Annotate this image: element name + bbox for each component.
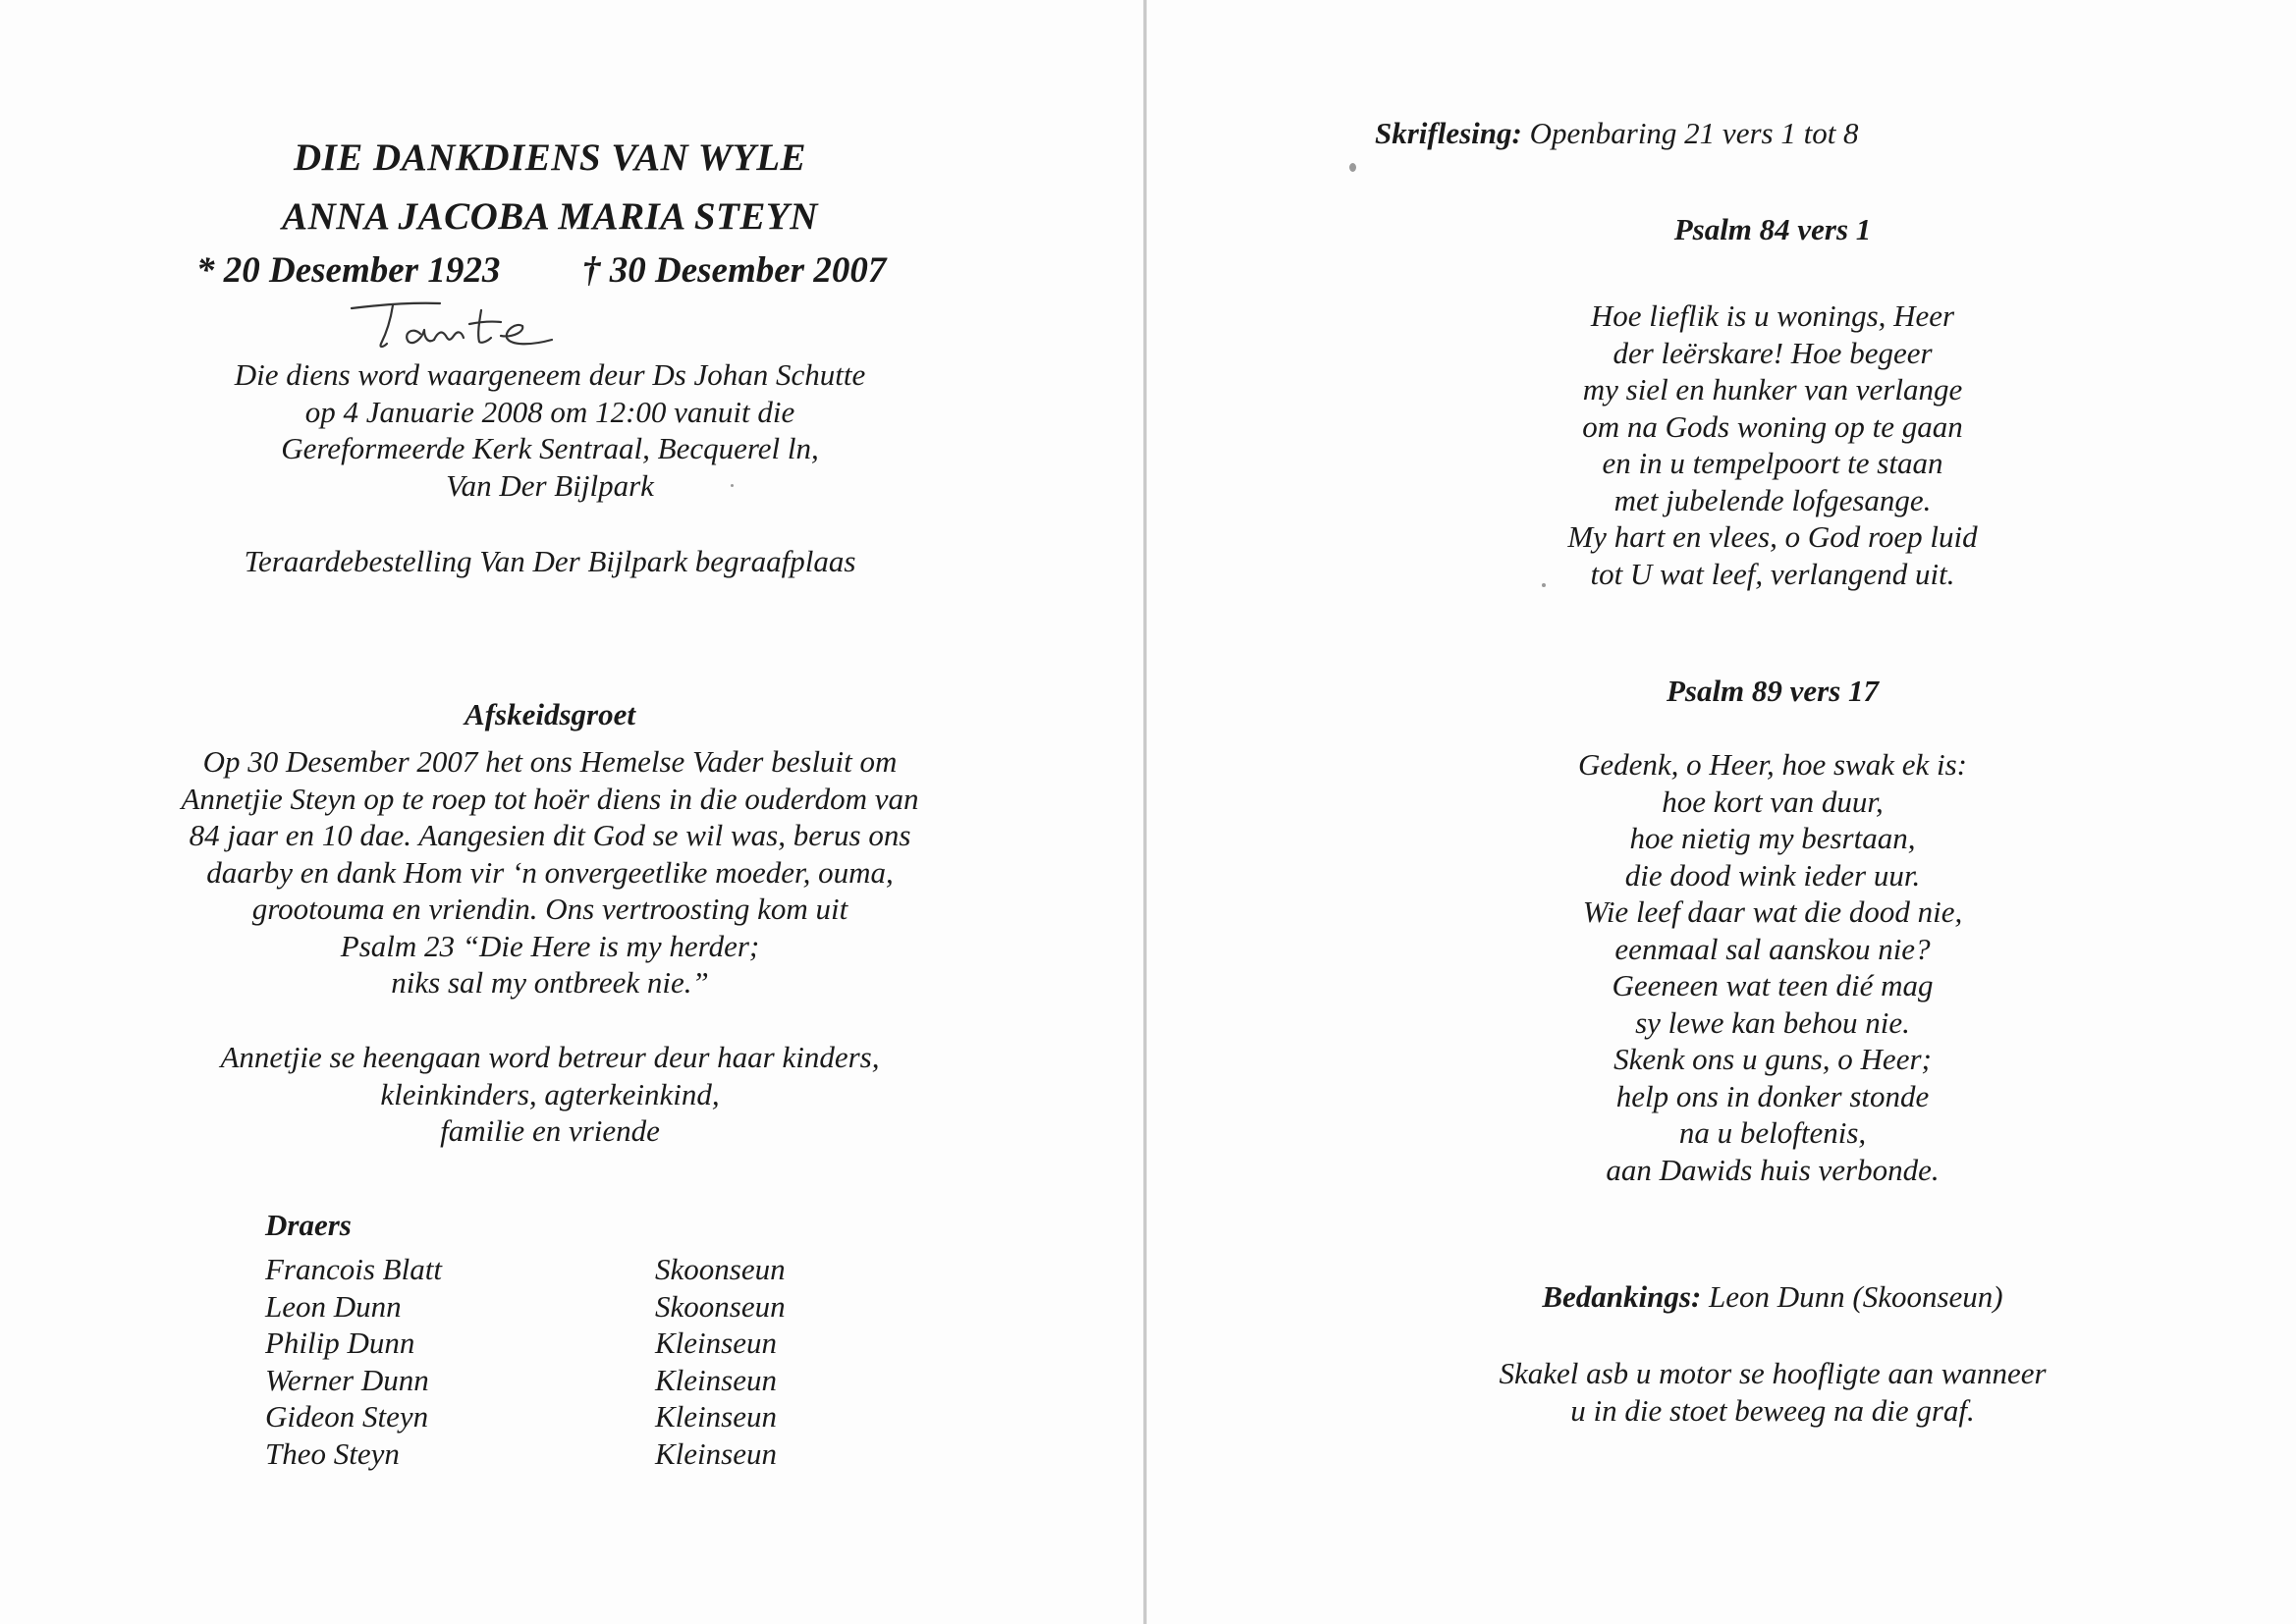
- scripture-label: Skriflesing:: [1375, 116, 1522, 150]
- bearer-name: Francois Blatt: [265, 1252, 442, 1286]
- psalm-89-heading: Psalm 89 vers 17: [1666, 674, 1880, 708]
- title-line-1: DIE DANKDIENS VAN WYLE: [293, 136, 807, 179]
- bearer-row: [265, 1363, 854, 1400]
- bearer-name: Leon Dunn: [265, 1288, 402, 1324]
- mourners-line: familie en vriende: [440, 1113, 660, 1148]
- bearers-list: [265, 1252, 854, 1474]
- farewell-line: Psalm 23 “Die Here is my herder;: [340, 928, 760, 963]
- bearer-row: [265, 1252, 854, 1289]
- acknowledgements: [1316, 1279, 2229, 1315]
- psalm-line: Skenk ons u guns, o Heer;: [1613, 1042, 1932, 1076]
- page-fold: [1143, 0, 1147, 1624]
- handwritten-note: [344, 297, 570, 352]
- bearers-heading: Draers: [265, 1208, 352, 1242]
- bearer-relation: Skoonseun: [655, 1288, 786, 1324]
- psalm-line: hoe kort van duur,: [1662, 784, 1884, 819]
- bearer-relation: Kleinseun: [655, 1326, 777, 1361]
- psalm-line: met jubelende lofgesange.: [1613, 482, 1932, 517]
- paper-speck: [731, 484, 734, 487]
- psalm-84-text: [1316, 298, 2229, 592]
- psalm-line: sy lewe kan behou nie.: [1635, 1004, 1910, 1040]
- mourners-line: kleinkinders, agterkeinkind,: [380, 1076, 720, 1111]
- bearer-name: Philip Dunn: [265, 1326, 415, 1361]
- psalm-line: der leërskare! Hoe begeer: [1613, 335, 1933, 370]
- psalm-line: hoe nietig my besrtaan,: [1629, 821, 1916, 855]
- psalm-line: tot U wat leef, verlangend uit.: [1590, 556, 1955, 591]
- service-title: [177, 135, 923, 253]
- psalm-line: Hoe lieflik is u wonings, Heer: [1590, 298, 1955, 333]
- closing-line: u in die stoet beweeg na die graf.: [1570, 1392, 1975, 1428]
- psalm-89-text: [1316, 746, 2229, 1188]
- mourners-line: Annetjie se heengaan word betreur deur haar kinders,: [220, 1040, 880, 1074]
- psalm-line: aan Dawids huis verbonde.: [1606, 1152, 1940, 1187]
- bearer-relation: Kleinseun: [655, 1362, 777, 1397]
- paper-speck: [1349, 163, 1356, 172]
- bearer-name: Gideon Steyn: [265, 1399, 429, 1435]
- scripture-reading: [1375, 116, 2239, 151]
- psalm-line: Gedenk, o Heer, hoe swak ek is:: [1578, 747, 1967, 782]
- closing-note: [1316, 1355, 2229, 1429]
- burial-info: Teraardebestelling Van Der Bijlpark begraafplaas: [244, 544, 856, 578]
- psalm-line: my siel en hunker van verlange: [1582, 372, 1963, 406]
- psalm-line: die dood wink ieder uur.: [1624, 857, 1921, 893]
- farewell-line: niks sal my ontbreek nie.”: [391, 965, 709, 1000]
- psalm-line: na u beloftenis,: [1678, 1115, 1867, 1150]
- service-info-line: op 4 Januarie 2008 om 12:00 vanuit die: [304, 394, 795, 429]
- farewell-line: daarby en dank Hom vir ‘n onvergeetlike moeder, ouma,: [206, 854, 894, 890]
- psalm-line: My hart en vlees, o God roep luid: [1567, 519, 1978, 554]
- psalm-84-heading: Psalm 84 vers 1: [1673, 212, 1872, 246]
- bearer-row: [265, 1399, 854, 1436]
- farewell-line: Annetjie Steyn op te roep tot hoër diens in die ouderdom van: [181, 781, 919, 816]
- closing-line: Skakel asb u motor se hoofligte aan wanneer: [1499, 1356, 2047, 1390]
- psalm-line: en in u tempelpoort te staan: [1602, 446, 1943, 480]
- bearer-name: Theo Steyn: [265, 1435, 400, 1471]
- thanks-label: Bedankings:: [1542, 1279, 1702, 1314]
- farewell-line: 84 jaar en 10 dae. Aangesien dit God se wil was, berus ons: [189, 818, 911, 852]
- bearer-row: [265, 1436, 854, 1474]
- service-info-line: Die diens word waargeneem deur Ds Johan Schutte: [234, 357, 866, 392]
- death-date: † 30 Desember 2007: [582, 250, 887, 291]
- service-info-line: Van Der Bijlpark: [446, 467, 654, 503]
- thanks-value: Leon Dunn (Skoonseun): [1709, 1279, 2003, 1314]
- farewell-line: Op 30 Desember 2007 het ons Hemelse Vader besluit om: [202, 744, 898, 779]
- farewell-heading: Afskeidsgroet: [465, 697, 635, 731]
- bearer-relation: Kleinseun: [655, 1399, 777, 1435]
- bearer-relation: Skoonseun: [655, 1252, 786, 1286]
- bearer-name: Werner Dunn: [265, 1362, 429, 1397]
- psalm-line: om na Gods woning op te gaan: [1582, 408, 1963, 444]
- birth-date: * 20 Desember 1923: [196, 250, 501, 291]
- scripture-value: Openbaring 21 vers 1 tot 8: [1529, 116, 1859, 150]
- farewell-line: grootouma en vriendin. Ons vertroosting kom uit: [251, 892, 848, 926]
- service-info-line: Gereformeerde Kerk Sentraal, Becquerel ln,: [281, 431, 819, 465]
- service-info: [157, 356, 943, 504]
- mourners-text: [128, 1039, 972, 1150]
- bearer-row: [265, 1326, 854, 1363]
- psalm-line: Wie leef daar wat die dood nie,: [1582, 894, 1963, 929]
- bearer-relation: Kleinseun: [655, 1435, 777, 1471]
- paper-speck: [1542, 583, 1546, 587]
- bearer-row: [265, 1289, 854, 1326]
- deceased-name: ANNA JACOBA MARIA STEYN: [282, 195, 818, 238]
- psalm-line: Geeneen wat teen dié mag: [1612, 968, 1934, 1002]
- farewell-text: [88, 743, 1011, 1001]
- psalm-line: help ons in donker stonde: [1615, 1078, 1930, 1113]
- psalm-line: eenmaal sal aanskou nie?: [1614, 931, 1931, 966]
